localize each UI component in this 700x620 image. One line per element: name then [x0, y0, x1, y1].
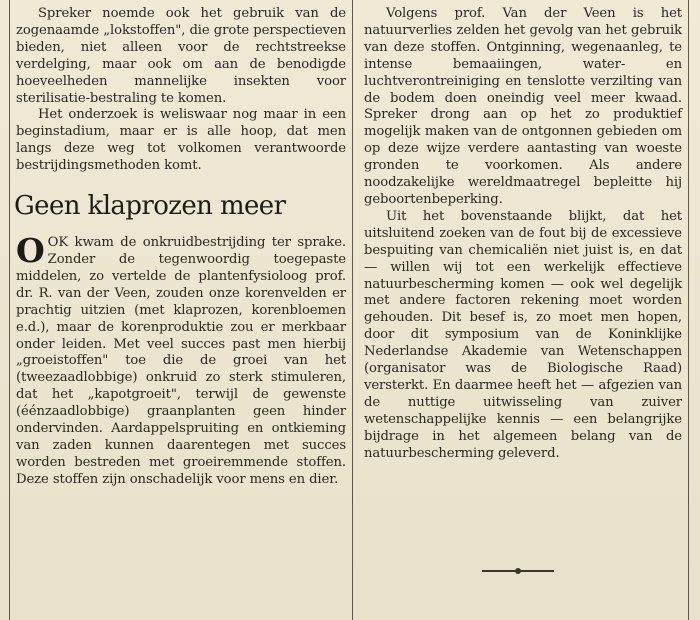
- headline: Geen klaprozen meer: [14, 191, 286, 222]
- column-rule-left: [9, 0, 10, 620]
- paragraph-conclusie: Uit het bovenstaande blijkt, dat het uitsluitend zoeken van de fout bij de excessieve bespuiting van chemicaliën niet juist is, en dat — willen wij tot een werkelijk effectieve natuurbescherming komen — ook wel degelijk met andere factoren rekening moet worden gehouden. Dit besef is, zo moet men hopen, door dit symposium van de Koninklijke Nederlandse Akademie van Wetenschappen (organisator was de Biologische Raad) versterkt. En daarmee heeft het — afgezien van de nuttige uitwisseling van zuiver wetenschappelijke kennis — een belangrijke bijdrage in het algemeen belang van de natuurbescherming geleverd.: [364, 208, 682, 461]
- paragraph-onderzoek: Het onderzoek is weliswaar nog maar in een beginstadium, maar er is alle hoop, dat men langs deze weg tot volkomen verantwoorde bestrijdingsmethoden komt.: [16, 107, 346, 174]
- paragraph-lokstoffen: Spreker noemde ook het gebruik van de zogenaamde „lokstoffen", die grote perspectieven bieden, niet alleen voor de rechtstreekse verdelging, maar ook om aan de benodigde hoeveelheden mannelijke insekten voor sterilisatie-bestraling te komen.: [16, 6, 346, 106]
- paragraph-onkruidbestrijding: [16, 231, 346, 489]
- paragraph-onkruidbestrijding-text: OK kwam de onkruidbestrijding ter sprake. Zonder de tegenwoordig toegepaste middelen, zo vertelde de plantenfysioloog prof. dr. R. van der Veen, zouden onze korenvelden er prachtig uitzien (met klaprozen, korenbloemen e.d.), maar de korenproduktie zou er merkbaar onder leiden. Met veel succes past men hierbij „groeistoffen" toe die de groei van het (tweezaadlobbige) onkruid zo sterk stimuleren, dat het „kapotgroeit", terwijl de gewenste (éénzaadlobbige) graanplanten geen hinder ondervinden. Aardappelspruiting en ontkieming van zaden kunnen daarentegen met succes worden bestreden met groeiremmende stoffen. Deze stoffen zijn onschadelijk voor mens en dier.: [16, 235, 346, 487]
- column-rule-right: [688, 0, 689, 620]
- column-rule-middle: [352, 0, 353, 620]
- right-column: [364, 6, 682, 462]
- left-column: [16, 6, 346, 489]
- paragraph-natuurverlies: Volgens prof. Van der Veen is het natuurverlies zelden het gevolg van het gebruik van deze stoffen. Ontginning, wegenaanleg, te intense bemaaiingen, water- en luchtverontreiniging en tenslotte verzilting van de bodem doen oneindig veel meer kwaad. Spreker drong aan op het zo produktief mogelijk maken van de ontgonnen gebieden om op deze wijze verdere aantasting van woeste gronden te voorkomen. Als andere noodzakelijke wereldmaatregel bepleitte hij geboortenbeperking.: [364, 6, 682, 207]
- drop-cap: O: [16, 231, 45, 271]
- end-divider-dot: [515, 568, 521, 574]
